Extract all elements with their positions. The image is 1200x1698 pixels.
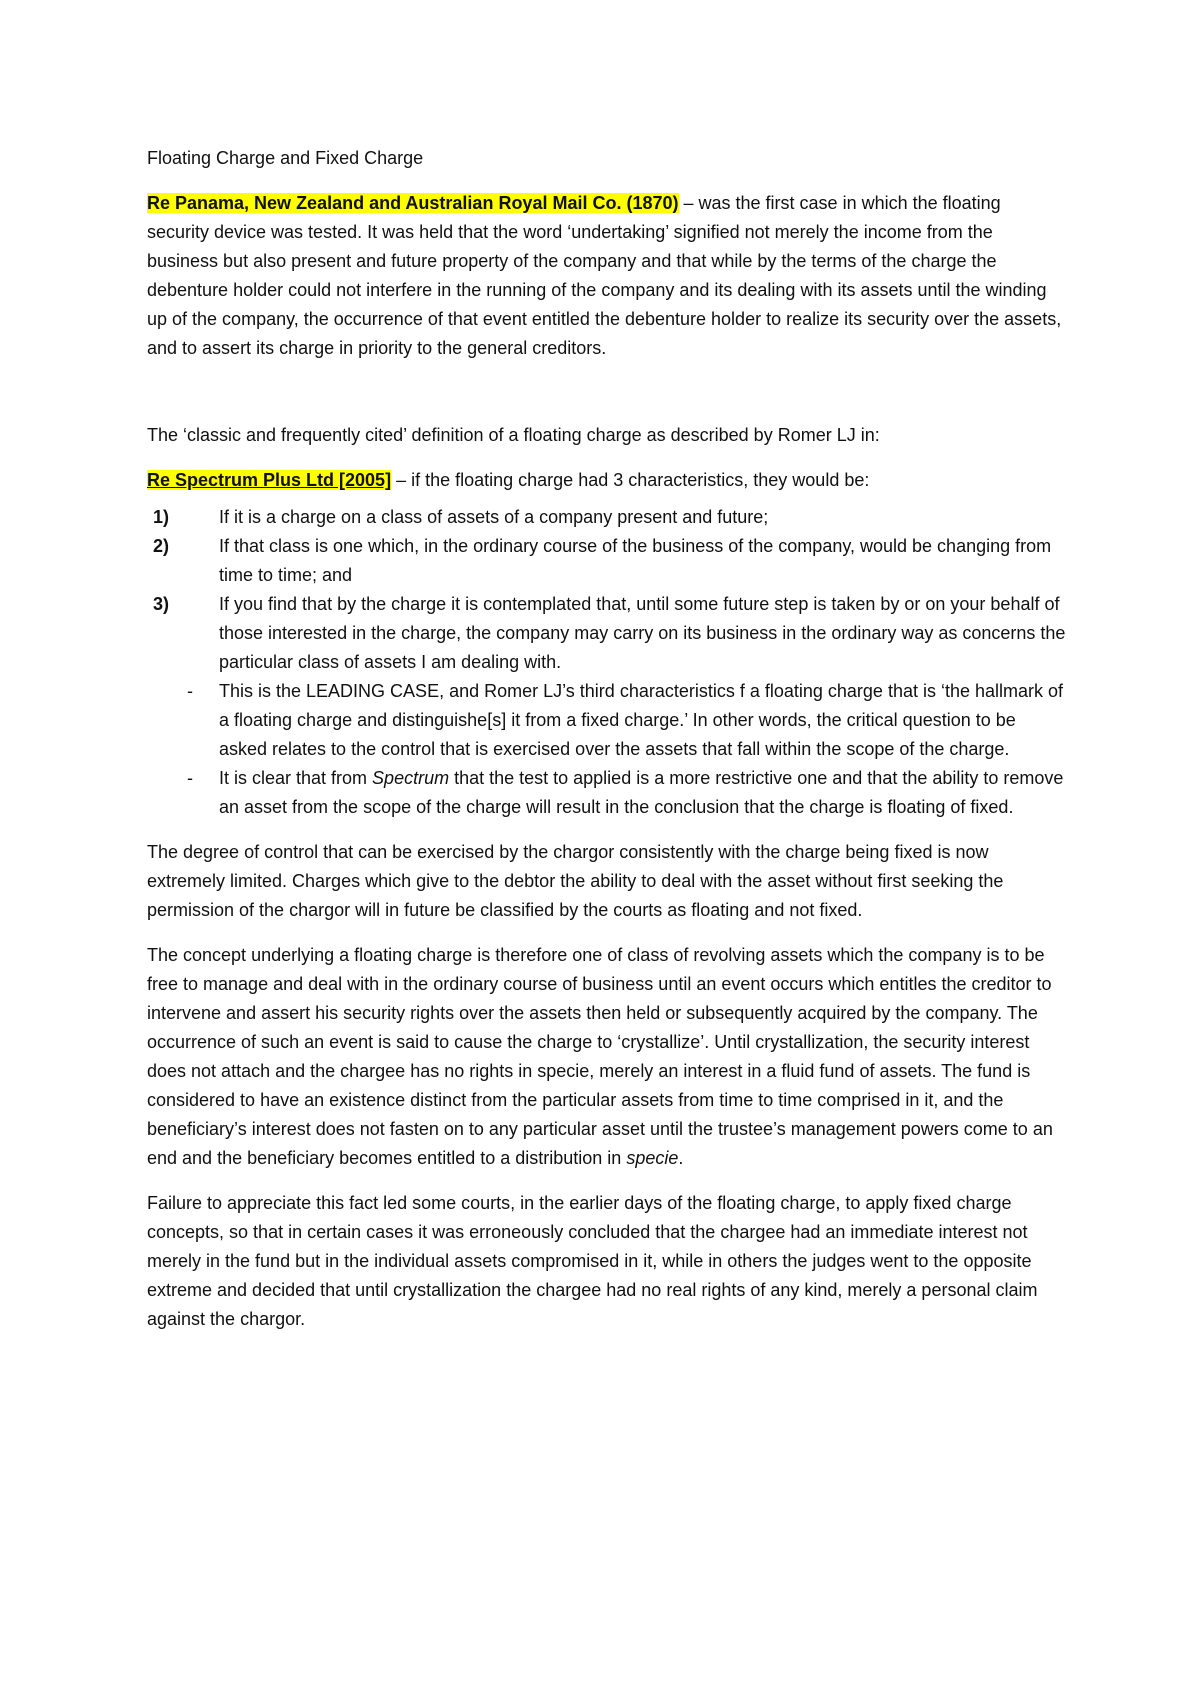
list-item: [147, 532, 1067, 590]
list-item-text-after: that the test to applied is a more restrictive one and that the ability to remove an asset from the scope of the charge will result in the conclusion that the charge is floating of fixed.: [219, 768, 1064, 817]
case-name-spectrum-italic: Spectrum: [372, 768, 450, 788]
list-marker: 2): [153, 536, 170, 556]
paragraph-spectrum: [147, 466, 1067, 495]
list-item-text: If it is a charge on a class of assets of a company present and future;: [219, 507, 769, 527]
paragraph-spectrum-text: – if the floating charge had 3 characteristics, they would be:: [391, 470, 870, 490]
list-marker: 1): [153, 507, 170, 527]
case-name-panama: Re Panama, New Zealand and Australian Royal Mail Co. (1870): [147, 193, 679, 213]
paragraph-failure: Failure to appreciate this fact led some courts, in the earlier days of the floating charge, to apply fixed charge concepts, so that in certain cases it was erroneously concluded that the chargee had an immediate interest not merely in the fund but in the individual assets compromised in it, while in others the judges went to the opposite extreme and decided that until crystallization the chargee had no real rights of any kind, merely a personal claim against the chargor.: [147, 1193, 1038, 1329]
characteristics-list: [147, 503, 1067, 677]
paragraph-concept: [147, 941, 1067, 1173]
document-page: [147, 144, 1067, 1350]
paragraph-degree-of-control: The degree of control that can be exercised by the chargor consistently with the charge being fixed is now extremely limited. Charges which give to the debtor the ability to deal with the asset without first seeking the permission of the chargor will in future be classified by the courts as floating and not fixed.: [147, 842, 1004, 920]
case-name-spectrum: Re Spectrum Plus Ltd [2005]: [147, 470, 392, 490]
spacer: [147, 379, 1067, 421]
paragraph-concept-end: .: [678, 1148, 684, 1168]
notes-list: [147, 677, 1067, 822]
paragraph-concept-text: The concept underlying a floating charge is therefore one of class of revolving assets which the company is to be free to manage and deal with in the ordinary course of business until an event occurs which entitles the creditor to intervene and assert his security rights over the assets then held or subsequently acquired by the company. The occurrence of such an event is said to cause the charge to ‘crystallize’. Until crystallization, the security interest does not attach and the chargee has no rights in specie, merely an interest in a fluid fund of assets. The fund is considered to have an existence distinct from the particular assets from time to time comprised in it, and the beneficiary’s interest does not fasten on to any particular asset until the trustee’s management powers come to an end and the beneficiary becomes entitled to a distribution in: [147, 945, 1053, 1168]
list-item-text: If that class is one which, in the ordinary course of the business of the company, would be changing from time to time; and: [219, 536, 1052, 585]
list-item: [147, 503, 1067, 532]
list-item: [147, 677, 1067, 764]
list-item: [147, 590, 1067, 677]
list-item-text: If you find that by the charge it is contemplated that, until some future step is taken by or on your behalf of those interested in the charge, the company may carry on its business in the ordinary way as concerns the particular class of assets I am dealing with.: [219, 594, 1066, 672]
dash-marker: -: [187, 768, 193, 788]
list-item: [147, 764, 1067, 822]
paragraph-panama-text: – was the first case in which the floating security device was tested. It was held that the word ‘undertaking’ signified not merely the income from the business but also present and future property of the company and that while by the terms of the charge the debenture holder could not interfere in the running of the company and its dealing with its assets until the winding up of the company, the occurrence of that event entitled the debenture holder to realize its security over the assets, and to assert its charge in priority to the general creditors.: [147, 193, 1062, 358]
list-marker: 3): [153, 594, 170, 614]
paragraph-panama: [147, 189, 1067, 363]
list-item-text: This is the LEADING CASE, and Romer LJ’s third characteristics f a floating charge that is ‘the hallmark of a floating charge and distinguishe[s] it from a fixed charge.’ In other words, the critical question to be asked relates to the control that is exercised over the assets that fall within the scope of the charge.: [219, 681, 1064, 759]
dash-marker: -: [187, 681, 193, 701]
specie-italic: specie: [626, 1148, 679, 1168]
document-title: Floating Charge and Fixed Charge: [147, 148, 424, 168]
paragraph-classic-definition: The ‘classic and frequently cited’ definition of a floating charge as described by Romer LJ in:: [147, 425, 880, 445]
list-item-text-before: It is clear that from: [219, 768, 373, 788]
